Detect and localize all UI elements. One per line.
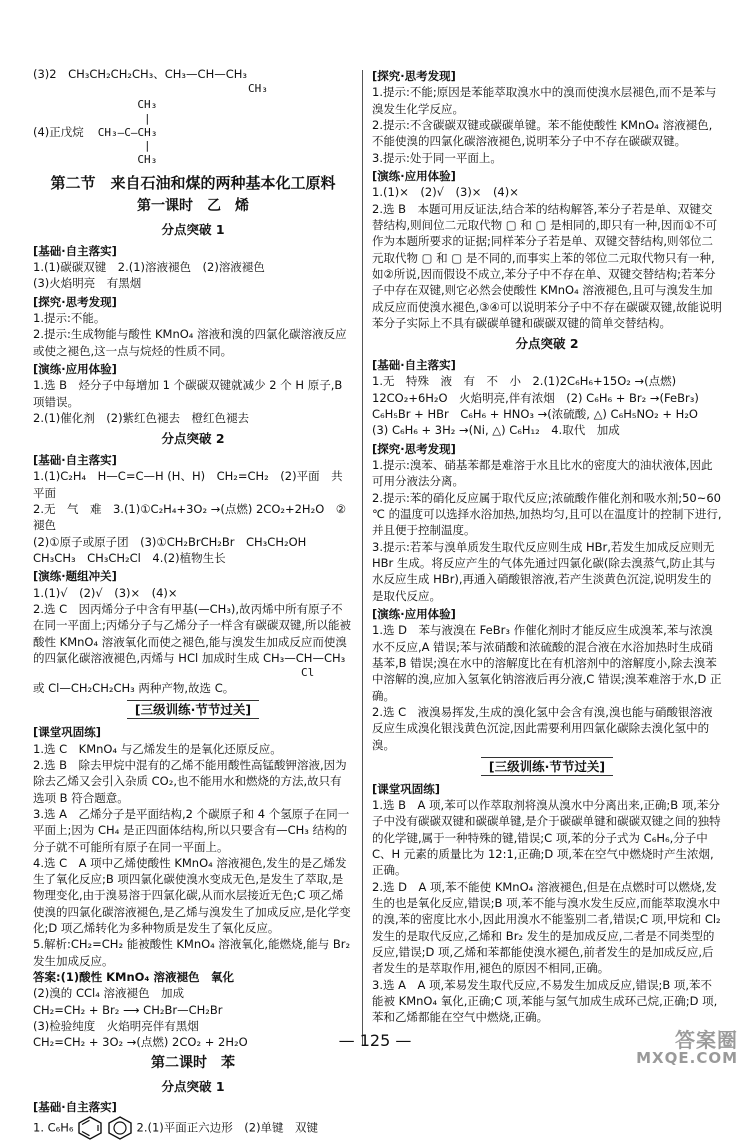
section-tag: [课堂巩固练] bbox=[33, 725, 102, 740]
answer-line: (4)正戊烷 bbox=[33, 125, 84, 140]
answer-line: 5.解析:CH₂=CH₂ 能被酸性 KMnO₄ 溶液氧化,能燃烧,能与 Br₂ 发生加成反应。 bbox=[33, 937, 351, 968]
answer-line: 1.无 特殊 液 有 不 小 2.(1)2C₆H₆+15O₂ →(点燃) 12CO₂+6H₂O 火焰明亮,伴有浓烟 (2) C₆H₆ + Br₂ →(FeBr₃) C₆H₅Br + HBr C₆H₆ + HNO₃ →(浓硫酸, △) C₆H₅NO₂ + H₂O bbox=[372, 374, 699, 421]
section-tag: [基础·自主落实] bbox=[33, 1100, 117, 1115]
subsection-title: 分点突破 1 bbox=[161, 222, 225, 237]
section-tag: [课堂巩固练] bbox=[372, 781, 441, 796]
answer-line: 1.(1)C₂H₄ H—C=C—H (H、H) CH₂=CH₂ (2)平面 共平面 bbox=[33, 469, 343, 500]
answer-line: 2.选 B 本题可用反证法,结合苯的结构解答,苯分子若是单、双键交替结构,则间位二元取代物 ▢ 和 ▢ 是相同的,即只有一种,因而①不可作为本题所要求的证据;同样苯分子若是单、双键交替结构,则邻位二元取代物 ▢ 和 ▢ 是不同的,而事实上苯的邻位二元取代物只有一种,如②所说,因而假设不成立,苯分子中不存在单、双键交替结构;若苯分子中存在双键,则它必然会使酸性 KMnO₄ 溶液褪色,且可与溴发生加成反应而使溴水褪色,③④可以说明苯分子中不存在碳碳双键,故能说明苯分子实际上不具有碳碳单键和碳碳双键的简单交替结构。 bbox=[372, 201, 722, 330]
answer-line: 2.选 C 液溴易挥发,生成的溴化氢中会含有溴,溴也能与硝酸银溶液反应生成溴化银浅黄色沉淀,因此需要利用四氯化碳除去溴化氢中的溴。 bbox=[372, 704, 713, 752]
subsection-title: 分点突破 2 bbox=[515, 336, 579, 352]
subsection-title: 分点突破 1 bbox=[161, 1078, 225, 1094]
structural-branch: CH₃ bbox=[248, 82, 268, 96]
right-column bbox=[372, 66, 722, 1026]
answer-line: (2)溴的 CCl₄ 溶液褪色 加成 bbox=[33, 986, 184, 1001]
answer-line: 1.(1)碳碳双键 2.(1)溶液褪色 (2)溶液褪色 bbox=[33, 260, 265, 275]
answer-line: 1.(1)× (2)√ (3)× (4)× bbox=[372, 185, 519, 200]
benzene-ring-icon bbox=[107, 1116, 133, 1140]
section-tag: [基础·自主落实] bbox=[33, 453, 117, 468]
answer-line: 1.提示:不能。 bbox=[33, 311, 106, 326]
section-tag: [演练·题组冲关] bbox=[33, 569, 117, 584]
answer-line: 1.选 B A 项,苯可以作萃取剂将溴从溴水中分离出来,正确;B 项,苯分子中没有碳碳双键和碳碳单键,是介于碳碳单键和碳碳双键之间的独特的化学键,属于一种特殊的键,错误;C 项,苯的分子式为 C₆H₆,分子中 C、H 元素的质量比为 12:1,正确;D 项,苯在空气中燃烧时产生浓烟,正确。 bbox=[372, 797, 721, 878]
answer-line: 1.选 B 烃分子中每增加 1 个碳碳双键就减少 2 个 H 原子,B 项错误。 bbox=[33, 378, 343, 409]
section-tag: [探究·思考发现] bbox=[372, 69, 456, 83]
neopentane-block bbox=[33, 98, 353, 167]
section-tag: [演练·应用体验] bbox=[372, 606, 456, 621]
answer-line: 2.选 C 因丙烯分子中含有甲基(—CH₃),故丙烯中所有原子不在同一平面上;丙烯分子与乙烯分子一样含有碳碳双键,所以能被酸性 KMnO₄ 溶液氧化而使之褪色,能与溴发生加成反应而使溴的四氯化碳溶液褪色,丙烯与 HCl 加成时生成 CH₃—CH—CH₃ bbox=[33, 602, 352, 666]
answer-line: 3.提示:处于同一平面上。 bbox=[372, 150, 502, 165]
section-tag: [演练·应用体验] bbox=[372, 168, 456, 183]
answer-line: 或 Cl—CH₂CH₂CH₃ 两种产物,故选 C。 bbox=[33, 681, 235, 696]
answer-line: (3) C₆H₆ + 3H₂ →(Ni, △) C₆H₁₂ 4.取代 加成 bbox=[372, 423, 620, 438]
answer-line: (3)火焰明亮 有黑烟 bbox=[33, 276, 142, 291]
neopentane-structure: CH₃ | CH₃—C—CH₃ | CH₃ bbox=[97, 98, 158, 167]
answer-line: (3)2 CH₃CH₂CH₂CH₃、CH₃—CH—CH₃ bbox=[33, 67, 248, 81]
subsection-title: 分点突破 2 bbox=[161, 431, 225, 447]
banner-label: [三级训练·节节过关] bbox=[481, 757, 613, 776]
answer-line: 1.提示:溴苯、硝基苯都是难溶于水且比水的密度大的油状液体,因此可用分液法分离。 bbox=[372, 457, 713, 489]
answer-line: 2.提示:不含碳碳双键或碳碳单键。苯不能使酸性 KMnO₄ 溶液褪色,不能使溴的四氯化碳溶液褪色,说明苯分子中不存在碳碳双键。 bbox=[372, 117, 713, 149]
answer-line: 2.提示:苯的硝化反应属于取代反应;浓硫酸作催化剂和吸水剂;50~60 ℃ 的温度可以选择水浴加热,加热均匀,且可以在温度计的控制下进行,并且便于控制温度。 bbox=[372, 490, 722, 538]
answer-line: CH₃CH₃ CH₃CH₂Cl 4.(2)植物生长 bbox=[33, 551, 226, 566]
lesson-title: 第二课时 苯 bbox=[151, 1054, 235, 1071]
section-tag: [基础·自主落实] bbox=[33, 243, 117, 258]
lesson-title: 第一课时 乙 烯 bbox=[137, 198, 249, 215]
watermark bbox=[636, 1030, 738, 1067]
answer-line: CH₂=CH₂ + Br₂ ⟶ CH₂Br—CH₂Br bbox=[33, 1002, 223, 1017]
answer-line: 2.(1)催化剂 (2)紫红色褪去 橙红色褪去 bbox=[33, 411, 250, 426]
answer-line: 2.提示:生成物能与酸性 KMnO₄ 溶液和溴的四氯化碳溶液反应或使之褪色,这一点与烷烃的性质不同。 bbox=[33, 327, 347, 358]
structural-branch: Cl bbox=[301, 666, 315, 680]
benzene-kekule-icon bbox=[77, 1116, 103, 1140]
answer-line bbox=[33, 1116, 353, 1140]
answer-line: 1.提示:不能;原因是苯能萃取溴水中的溴而使溴水层褪色,而不是苯与溴发生化学反应。 bbox=[372, 85, 717, 116]
watermark-title: 答案圈 bbox=[675, 1028, 738, 1053]
answer-line: CH₂=CH₂ + 3O₂ →(点燃) 2CO₂ + 2H₂O bbox=[33, 1035, 248, 1050]
section-title: 第二节 来自石油和煤的两种基本化工原料 bbox=[50, 173, 336, 192]
answer-line: (2)①原子或原子团 (3)①CH₂BrCH₂Br CH₃CH₂OH bbox=[33, 534, 307, 549]
answer-line: 2.选 B 除去甲烷中混有的乙烯不能用酸性高锰酸钾溶液,因为除去乙烯又会引入杂质 CO₂,也不能用水和燃烧的方法,故只有选项 B 符合题意。 bbox=[33, 757, 347, 805]
column-divider bbox=[362, 70, 363, 1045]
section-tag: [演练·应用体验] bbox=[33, 362, 117, 377]
answer-line: (3)检验纯度 火焰明亮伴有黑烟 bbox=[33, 1019, 199, 1034]
answer-line: 1.选 C KMnO₄ 与乙烯发生的是氧化还原反应。 bbox=[33, 741, 282, 756]
answer-line: 2.选 D A 项,苯不能使 KMnO₄ 溶液褪色,但是在点燃时可以燃烧,发生的也是氧化反应,错误;B 项,苯不能与溴水发生反应,而能萃取溴水中的溴,苯的密度比水小,因此用溴水不能鉴别二者,错误;C 项,甲烷和 Cl₂ 发生的是取代反应,乙烯和 Br₂ 发生的是加成反应,二者是不同类型的反应,错误;D 项,乙烯和苯都能使溴水褪色,前者发生的是加成反应,后者发生的是萃取作用,褪色的原因不相同,正确。 bbox=[372, 879, 721, 976]
answer-text: 1. C₆H₆ bbox=[33, 1120, 74, 1135]
answer-line: 3.选 A 乙烯分子是平面结构,2 个碳原子和 4 个氢原子在同一平面上;因为 CH₄ 是正四面体结构,所以只要含有—CH₃ 结构的分子就不可能所有原子在同一平面上。 bbox=[33, 806, 350, 854]
banner-label: [三级训练·节节过关] bbox=[127, 700, 259, 719]
section-tag: [探究·思考发现] bbox=[372, 441, 456, 456]
answer-line: 1.选 D 苯与液溴在 FeBr₃ 作催化剂时才能反应生成溴苯,苯与浓溴水不反应,A 错误;苯与浓硝酸和浓硫酸的混合液在水浴加热时生成硝基苯,B 错误;溴在水中的溶解度比在有机溶剂中的溶解度小,除去溴苯中溶解的溴,应加入氢氧化钠溶液后再分液,C 错误;溴苯难溶于水,D 正确。 bbox=[372, 623, 722, 703]
page-number: — 125 — bbox=[338, 1031, 412, 1050]
answer-text: 2.(1)平面正六边形 (2)单键 双键 bbox=[136, 1120, 319, 1135]
answer-line: 4.选 C A 项中乙烯使酸性 KMnO₄ 溶液褪色,发生的是乙烯发生了氧化反应;B 项四氯化碳使溴水变成无色,是发生了萃取,是物理变化,由于溴易溶于四氯化碳,从而水层接近无色;C 项乙烯使溴的四氯化碳溶液褪色,是乙烯与溴发生了加成反应,是化学变化;D 项乙烯转化为多种物质是发生了氧化反应。 bbox=[33, 855, 351, 936]
answer-line: 3.选 A A 项,苯易发生取代反应,不易发生加成反应,错误;B 项,苯不能被 KMnO₄ 氧化,正确;C 项,苯能与氢气加成生成环己烷,正确;D 项,苯和乙烯都能在空气中燃烧,正确。 bbox=[372, 977, 718, 1025]
watermark-url: MXQE.COM bbox=[636, 1049, 738, 1068]
section-tag: [探究·思考发现] bbox=[33, 294, 117, 309]
section-banner bbox=[33, 701, 353, 719]
answer-line: 答案:(1)酸性 KMnO₄ 溶液褪色 氧化 bbox=[33, 970, 234, 985]
answer-line: 3.提示:若苯与溴单质发生取代反应则生成 HBr,若发生加成反应则无 HBr 生成。将反应产生的气体先通过四氯化碳(除去溴蒸气,防止其与水反应生成 HBr),再通入硝酸银溶液,若产生淡黄色沉淀,说明发生的是取代反应。 bbox=[372, 539, 716, 603]
answer-line: 2.无 气 难 3.(1)①C₂H₄+3O₂ →(点燃) 2CO₂+2H₂O ②褪色 bbox=[33, 502, 347, 533]
left-column bbox=[33, 66, 353, 1140]
section-tag: [基础·自主落实] bbox=[372, 358, 456, 372]
section-banner bbox=[372, 758, 722, 776]
answer-line: 1.(1)√ (2)√ (3)× (4)× bbox=[33, 585, 178, 600]
